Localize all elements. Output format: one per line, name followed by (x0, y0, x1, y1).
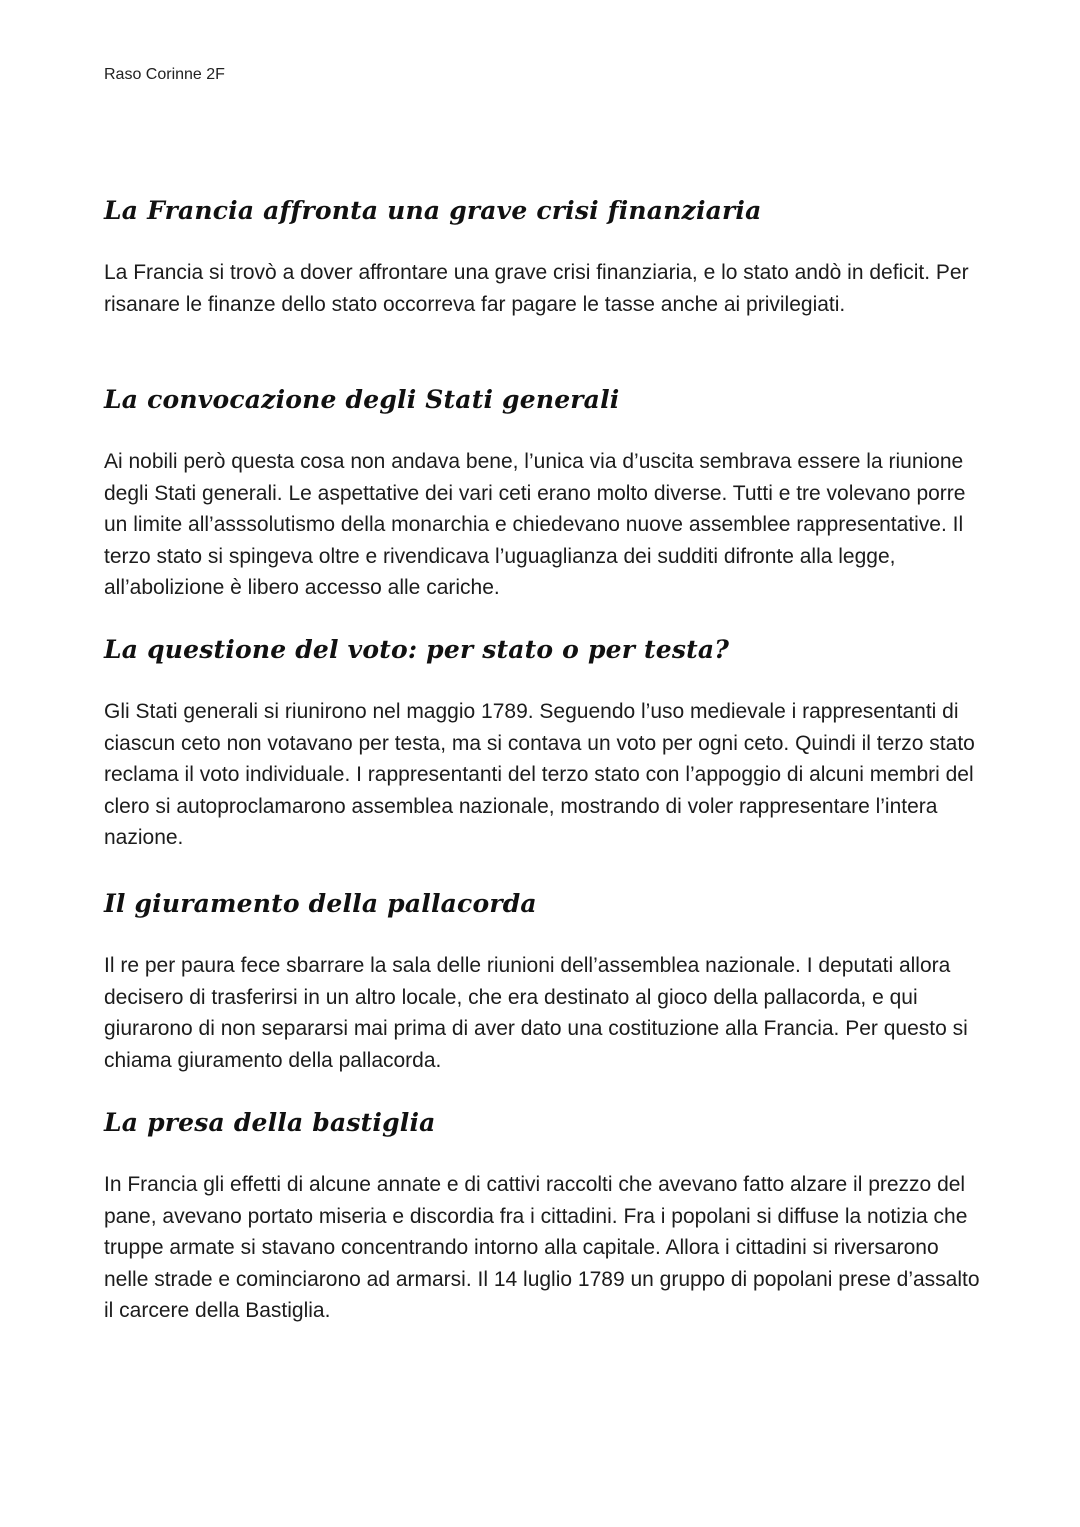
section-heading: La convocazione degli Stati generali (104, 385, 620, 414)
section-crisi-finanziaria (104, 195, 984, 320)
section-heading: Il giuramento della pallacorda (104, 889, 537, 918)
section-paragraph: Ai nobili però questa cosa non andava bene, l’unica via d’uscita sembrava essere la riunione degli Stati generali. Le aspettative dei vari ceti erano molto diverse. Tutti e tre volevano porre un limite all’asssolutismo della monarchia e chiedevano nuove assemblee rappresentative. Il terzo stato si spingeva oltre e rivendicava l’uguaglianza dei sudditi difronte alla legge, all’abolizione è libero accesso alle cariche. (104, 450, 966, 599)
section-stati-generali (104, 384, 984, 604)
section-heading: La Francia affronta una grave crisi finanziaria (104, 196, 762, 225)
author-header: Raso Corinne 2F (104, 66, 225, 83)
section-pallacorda (104, 888, 984, 1076)
section-heading: La questione del voto: per stato o per testa? (104, 635, 730, 664)
section-bastiglia (104, 1107, 984, 1327)
section-questione-voto (104, 634, 984, 854)
section-paragraph: Il re per paura fece sbarrare la sala delle riunioni dell’assemblea nazionale. I deputati allora decisero di trasferirsi in un altro locale, che era destinato al gioco della pallacorda, e qui giurarono di non separarsi mai prima di aver dato una costituzione alla Francia. Per questo si chiama giuramento della pallacorda. (104, 954, 968, 1072)
section-heading: La presa della bastiglia (104, 1108, 436, 1137)
section-paragraph: In Francia gli effetti di alcune annate e di cattivi raccolti che avevano fatto alzare il prezzo del pane, avevano portato miseria e discordia fra i cittadini. Fra i popolani si diffuse la notizia che truppe armate si stavano concentrando intorno alla capitale. Allora i cittadini si riversarono nelle strade e cominciarono ad armarsi. Il 14 luglio 1789 un gruppo di popolani prese d’assalto il carcere della Bastiglia. (104, 1173, 980, 1322)
section-paragraph: La Francia si trovò a dover affrontare una grave crisi finanziaria, e lo stato andò in deficit. Per risanare le finanze dello stato occorreva far pagare le tasse anche ai privilegiati. (104, 261, 969, 316)
section-paragraph: Gli Stati generali si riunirono nel maggio 1789. Seguendo l’uso medievale i rappresentanti di ciascun ceto non votavano per testa, ma si contava un voto per ogni ceto. Quindi il terzo stato reclama il voto individuale. I rappresentanti del terzo stato con l’appoggio di alcuni membri del clero si autoproclamarono assemblea nazionale, mostrando di voler rappresentare l’intera nazione. (104, 700, 975, 849)
